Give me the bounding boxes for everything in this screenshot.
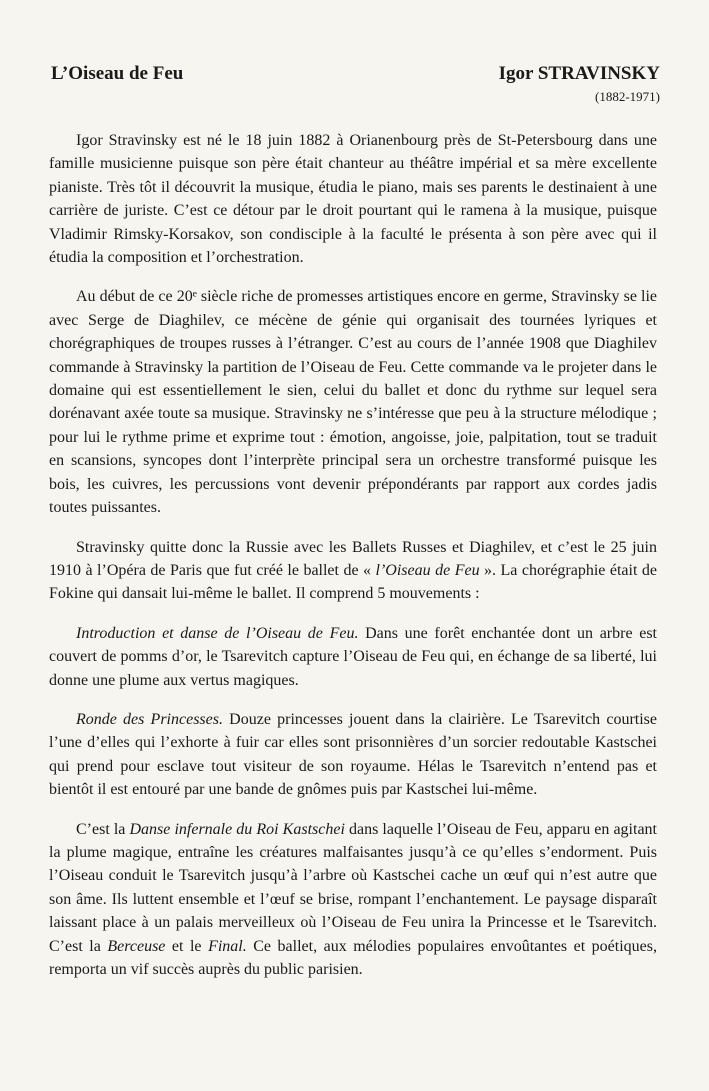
paragraph-biography bbox=[49, 129, 657, 269]
paragraph-text: C’est la bbox=[76, 820, 130, 838]
paragraph-text: Dans une forêt enchantée dont un arbre est couvert de pomms d’or, le Tsarevitch capture l’Oiseau de Feu qui, en échange de sa liberté, lui donne une plume aux vertus magiques. bbox=[49, 624, 658, 689]
article-body bbox=[49, 129, 657, 981]
movement-title: Berceuse bbox=[107, 937, 166, 955]
movement-title: Final. bbox=[208, 937, 247, 955]
paragraph-text: ». La chorégraphie était de Fokine qui dansait lui-même le ballet. Il comprend 5 mouvements : bbox=[49, 561, 658, 603]
work-title: l’Oiseau de Feu bbox=[375, 561, 480, 579]
composer-block bbox=[499, 63, 660, 105]
paragraph-text: et le bbox=[165, 937, 209, 955]
paragraph-movement-introduction bbox=[49, 622, 657, 692]
composer-dates: (1882-1971) bbox=[595, 89, 660, 104]
paragraph-premiere bbox=[49, 536, 657, 606]
movement-title: Danse infernale du Roi Kastschei bbox=[129, 820, 345, 838]
paragraph-text: Igor Stravinsky est né le 18 juin 1882 à Orianenbourg près de St-Petersbourg dans une famille musicienne puisque son père était chanteur au théâtre impérial et sa mère excellente pianiste. Très tôt il découvrit la musique, étudia le piano, mais ses parents le destinaient à une carrière de juriste. C’est ce détour par le droit pourtant qui le ramena à la musique, puisque Vladimir Rimsky-Korsakov, son condisciple à la faculté le présenta à son père avec qui il étudia la composition et l’orchestration. bbox=[49, 132, 657, 267]
paragraph-text: Stravinsky quitte donc la Russie avec les Ballets Russes et Diaghilev, et c’est le 25 juin 1910 à l’Opéra de Paris que fut créé le ballet de « bbox=[49, 538, 657, 579]
paragraph-text: Ce ballet, aux mélodies populaires envoûtantes et poétiques, remporta un vif succès auprès du public parisien. bbox=[49, 937, 657, 978]
paragraph-text: Douze princesses jouent dans la clairière. Le Tsarevitch courtise l’une d’elles qui l’exhorte à fuir car elles sont prisonnières d’un sorcier redoutable Kastschei qui prend pour esclave tout visiteur de son royaume. Hélas le Tsarevitch n’entend pas et bientôt il est entouré par une bande de gnômes puis par Kastschei lui-même. bbox=[49, 710, 658, 799]
paragraph-text: Au début de ce 20ᵉ siècle riche de promesses artistiques encore en germe, Stravinsky se lie avec Serge de Diaghilev, ce mécène de génie qui organisait des tournées lyriques et chorégraphiques de troupes russes à l’étranger. C’est au cours de l’année 1908 que Diaghilev commande à Stravinsky la partition de l’Oiseau de Feu. Cette commande va le projeter dans le domaine qui est essentiellement le sien, celui du ballet et donc du rythme sur lequel sera dorénavant axée toute sa musique. Stravinsky ne s’intéresse que peu à la structure mélodique ; pour lui le rythme prime et exprime tout : émotion, angoisse, joie, palpitation, tout se traduit en scansions, syncopes dont l’interprète principal sera un orchestre transformé puisque les bois, les cuivres, les percussions vont devenir prépondérants par rapport aux cordes jadis toutes puissantes. bbox=[49, 288, 657, 517]
paragraph-diaghilev bbox=[49, 285, 657, 519]
movement-title: Ronde des Princesses. bbox=[76, 710, 223, 728]
movement-title: Introduction et danse de l’Oiseau de Feu. bbox=[76, 624, 359, 642]
composer-name: Igor STRAVINSKY bbox=[498, 63, 660, 84]
page-title: L’Oiseau de Feu bbox=[51, 63, 184, 84]
paragraph-movement-danse-infernale bbox=[49, 818, 657, 982]
paragraph-text: dans laquelle l’Oiseau de Feu, apparu en agitant la plume magique, entraîne les créatures malfaisantes jusqu’à ce qu’elles s’endorment. Puis l’Oiseau conduit le Tsarevitch jusqu’à l’arbre où Kastschei cache un œuf qui n’est autre que son âme. Ils luttent ensemble et l’œuf se brise, rompant l’enchantement. Le paysage disparaît laissant place à un palais merveilleux où l’Oiseau de Feu unira la Princesse et le Tsarevitch. C’est la bbox=[49, 820, 657, 955]
paragraph-movement-ronde bbox=[49, 708, 657, 802]
